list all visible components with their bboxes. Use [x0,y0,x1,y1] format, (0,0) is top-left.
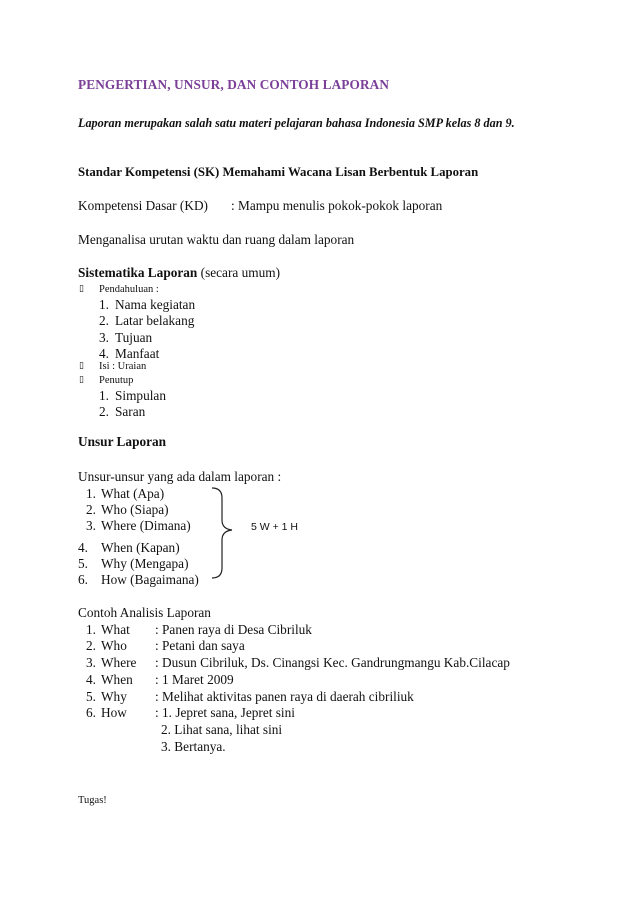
contoh-row-1-value: : Panen raya di Desa Cibriluk [155,622,312,637]
square-bullet-icon: ▯ [79,284,84,294]
isi-label: Isi : Uraian [99,361,147,372]
unsur-item-3: Where (Dimana) [101,518,191,533]
penutup-item-2: Saran [115,404,146,419]
unsur-lead: Unsur-unsur yang ada dalam laporan : [78,469,282,484]
tugas-text: Tugas! [78,795,107,806]
sistematika-heading-rest: (secara umum) [197,265,281,280]
pendahuluan-item-3-num: 3. [99,330,109,345]
penutup-label: Penutup [99,375,134,386]
unsur-item-5: Why (Mengapa) [101,556,189,571]
contoh-row-5-key: Why [101,689,127,704]
pendahuluan-item-2: Latar belakang [115,313,195,328]
unsur-item-3-num: 3. [86,518,96,533]
contoh-row-3-key: Where [101,655,137,670]
contoh-row-6-value: : 1. Jepret sana, Jepret sini [155,705,295,720]
kd-value: : Mampu menulis pokok-pokok laporan [231,198,443,213]
sk-heading: Standar Kompetensi (SK) Memahami Wacana Lisan Berbentuk Laporan [78,165,479,179]
contoh-row-4-value: : 1 Maret 2009 [155,672,234,687]
page-title: PENGERTIAN, UNSUR, DAN CONTOH LAPORAN [78,77,390,92]
square-bullet-icon: ▯ [79,361,84,371]
how-continuation-1: 2. Lihat sana, lihat sini [161,722,283,737]
pendahuluan-item-4-num: 4. [99,346,109,361]
sistematika-heading-bold: Sistematika Laporan [78,265,198,280]
penutup-item-1-num: 1. [99,388,109,403]
contoh-row-5-num: 5. [86,689,96,704]
intro-text: Laporan merupakan salah satu materi pelajaran bahasa Indonesia SMP kelas 8 dan 9. [78,116,515,130]
contoh-row-2-num: 2. [86,638,96,653]
pendahuluan-item-1-num: 1. [99,297,109,312]
unsur-item-1: What (Apa) [101,486,165,501]
kd-label: Kompetensi Dasar (KD) [78,198,208,213]
pendahuluan-item-2-num: 2. [99,313,109,328]
square-bullet-icon: ▯ [79,375,84,385]
how-continuation-2: 3. Bertanya. [161,739,226,754]
contoh-row-1-num: 1. [86,622,96,637]
unsur-item-6-num: 6. [78,572,88,587]
unsur-heading: Unsur Laporan [78,434,167,449]
unsur-item-4: When (Kapan) [101,540,180,555]
unsur-item-2: Who (Siapa) [101,502,169,517]
pendahuluan-label: Pendahuluan : [99,284,159,295]
contoh-row-6-key: How [101,705,127,720]
pendahuluan-item-3: Tujuan [115,330,153,345]
penutup-item-2-num: 2. [99,404,109,419]
unsur-item-6: How (Bagaimana) [101,572,199,587]
contoh-row-4-key: When [101,672,133,687]
unsur-item-1-num: 1. [86,486,96,501]
contoh-row-3-num: 3. [86,655,96,670]
contoh-heading: Contoh Analisis Laporan [78,605,211,620]
contoh-row-2-value: : Petani dan saya [155,638,245,653]
brace-label: 5 W + 1 H [251,521,298,533]
contoh-row-2-key: Who [101,638,127,653]
contoh-row-1-key: What [101,622,130,637]
contoh-row-5-value: : Melihat aktivitas panen raya di daerah cibriliuk [155,689,414,704]
penutup-item-1: Simpulan [115,388,166,403]
unsur-item-5-num: 5. [78,556,88,571]
contoh-row-6-num: 6. [86,705,96,720]
pendahuluan-item-1: Nama kegiatan [115,297,196,312]
menganalisa-text: Menganalisa urutan waktu dan ruang dalam laporan [78,232,355,247]
contoh-row-4-num: 4. [86,672,96,687]
contoh-row-3-value: : Dusun Cibriluk, Ds. Cinangsi Kec. Gandrungmangu Kab.Cilacap [155,655,510,670]
unsur-item-4-num: 4. [78,540,88,555]
pendahuluan-item-4: Manfaat [115,346,160,361]
unsur-item-2-num: 2. [86,502,96,517]
